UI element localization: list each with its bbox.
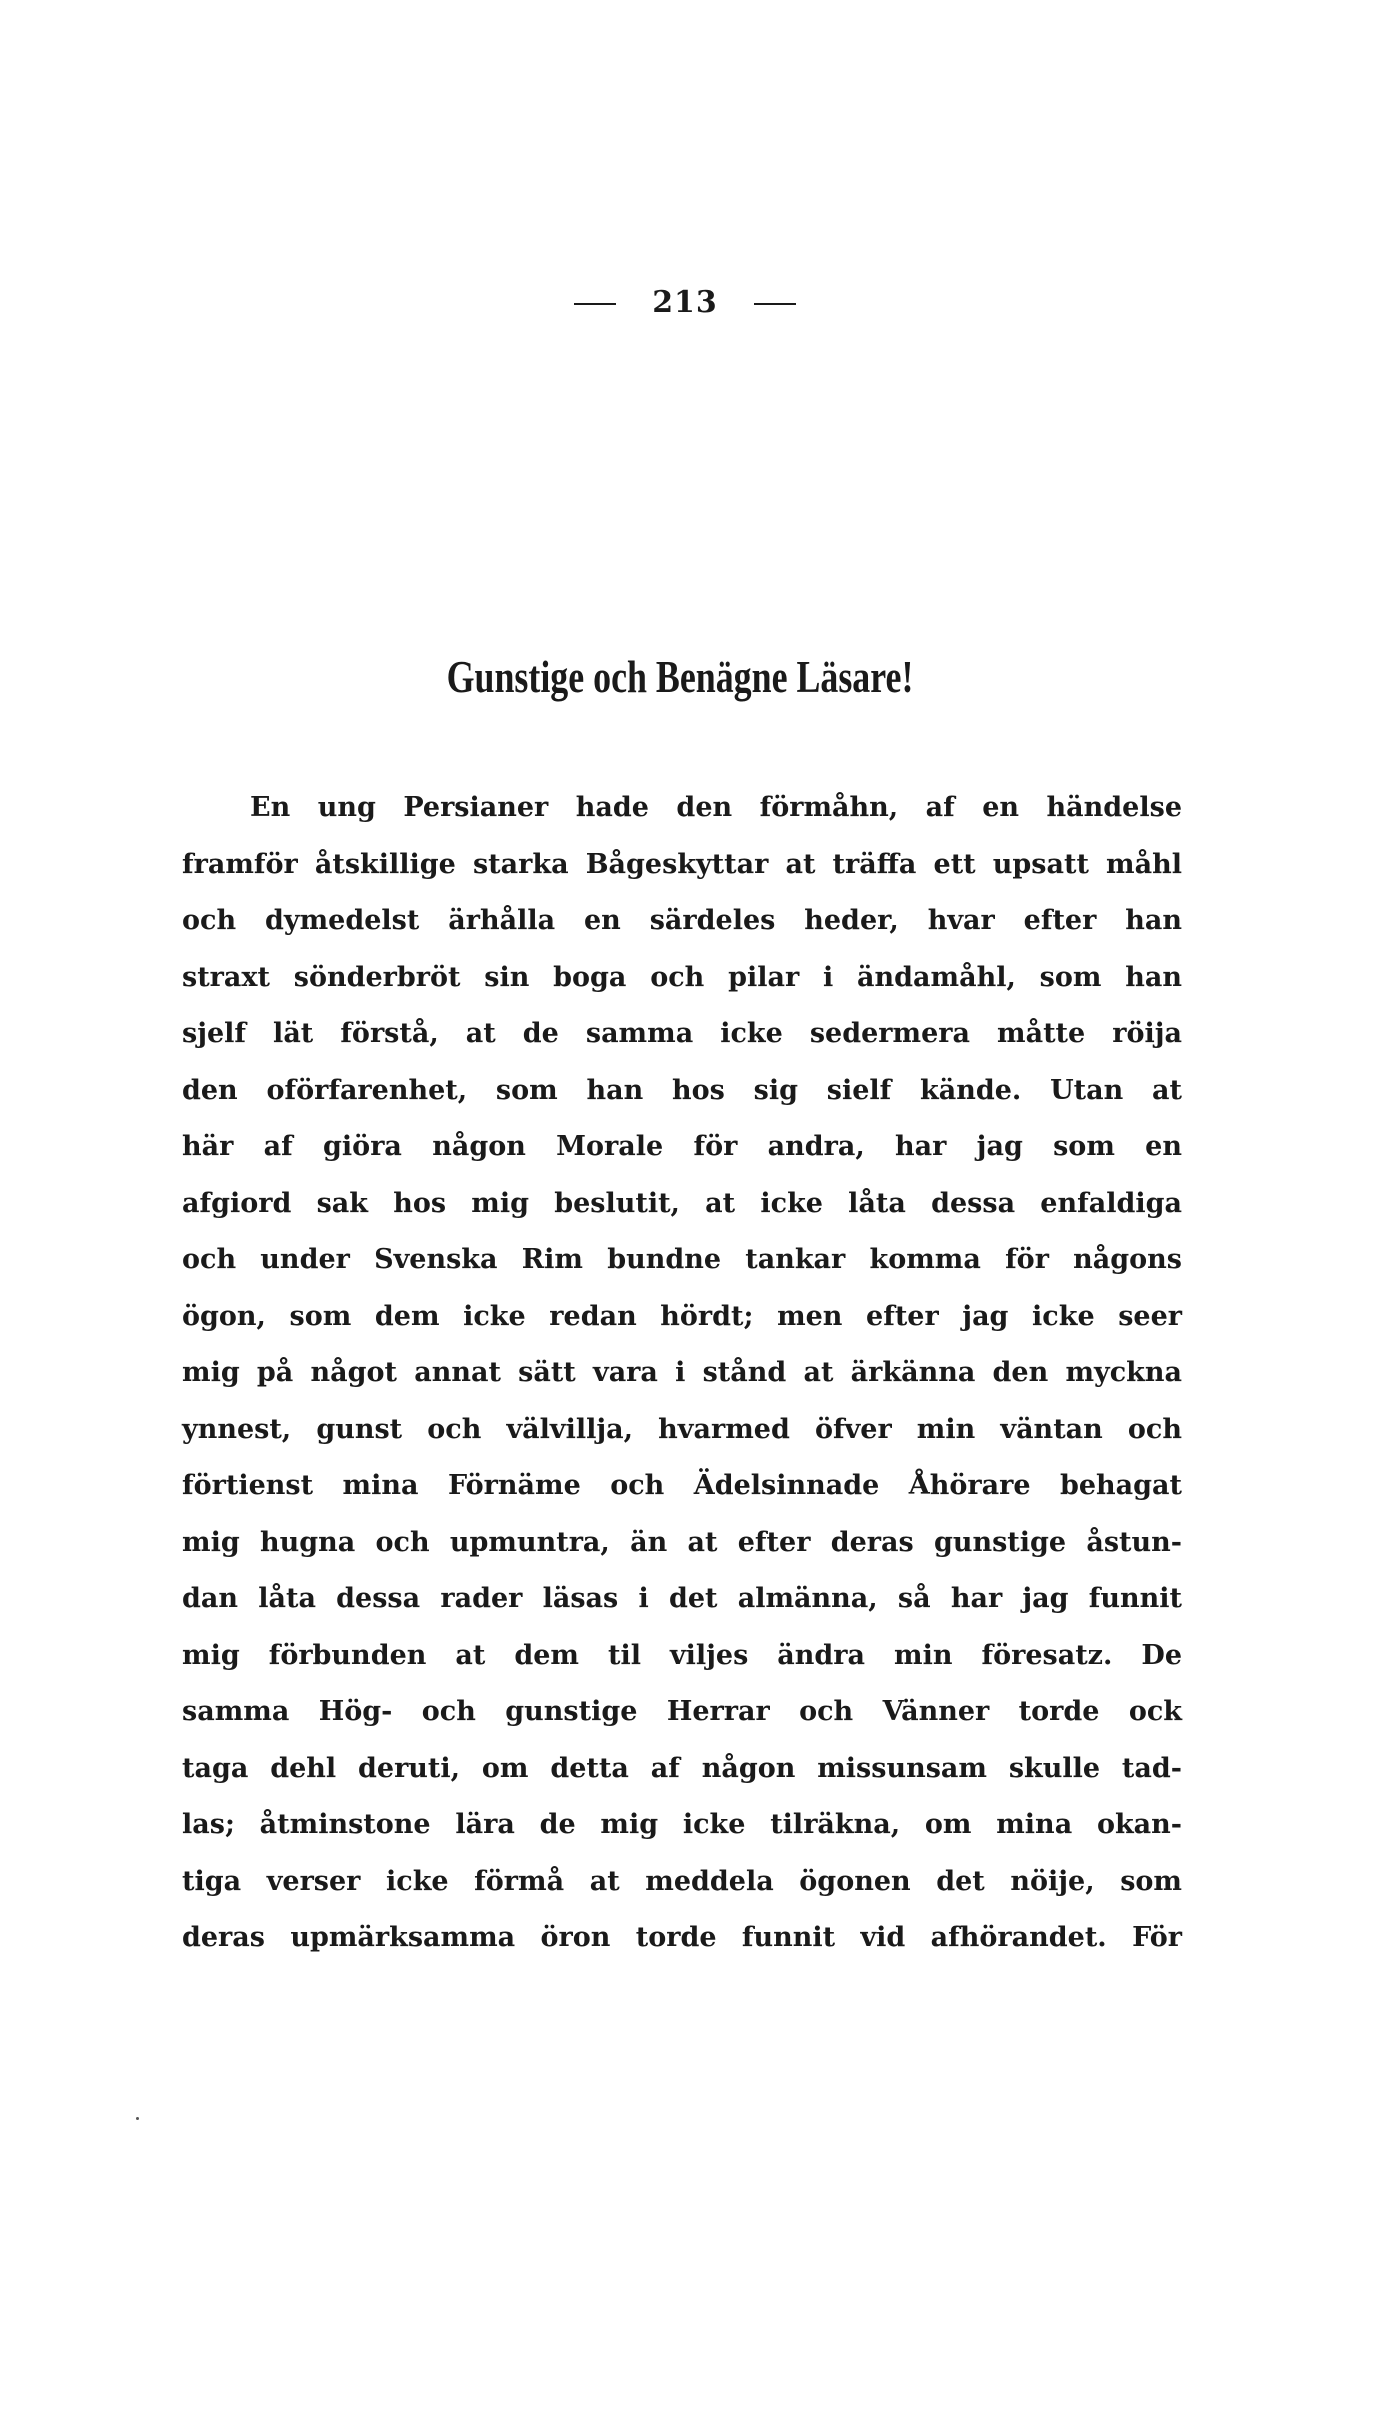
left-dash xyxy=(574,303,616,305)
text-line: straxt sönderbröt sin boga och pilar i ändamåhl, som han xyxy=(182,961,1182,993)
text-line: mig hugna och upmuntra, än at efter deras gunstige åstun- xyxy=(182,1526,1182,1558)
stray-mark xyxy=(136,2117,139,2120)
text-line: afgiord sak hos mig beslutit, at icke låta dessa enfaldiga xyxy=(182,1187,1182,1219)
text-line: samma Hög- och gunstige Herrar och Vänner torde ock xyxy=(182,1696,1182,1727)
text-line: mig förbunden at dem til viljes ändra min föresatz. De xyxy=(182,1639,1182,1671)
right-dash xyxy=(754,303,796,305)
page-number: 213 xyxy=(652,285,718,320)
text-line: framför åtskillige starka Bågeskyttar at träffa ett upsatt måhl xyxy=(182,848,1182,880)
text-line: och dymedelst ärhålla en särdeles heder, hvar efter han xyxy=(182,905,1182,936)
text-line: mig på något annat sätt vara i stånd at ärkänna den myckna xyxy=(182,1357,1182,1388)
text-line: den oförfarenhet, som han hos sig sielf kände. Utan at xyxy=(182,1074,1182,1106)
text-line: las; åtminstone lära de mig icke tilräkna, om mina okan- xyxy=(182,1809,1182,1840)
text-line: deras upmärksamma öron torde funnit vid afhörandet. För xyxy=(182,1922,1182,1953)
page-number-header xyxy=(0,285,1370,320)
text-line: dan låta dessa rader läsas i det almänna, så har jag funnit xyxy=(182,1583,1182,1614)
text-line: En ung Persianer hade den förmåhn, af en händelse xyxy=(250,792,1182,823)
heading: Gunstige och Benägne Läsare! xyxy=(446,651,914,702)
text-line: förtienst mina Förnäme och Ädelsinnade Åhörare behagat xyxy=(182,1470,1182,1501)
text-line: ögon, som dem icke redan hördt; men efter jag icke seer xyxy=(182,1300,1182,1332)
body-text xyxy=(182,780,1182,1967)
text-line: sjelf lät förstå, at de samma icke sedermera måtte röija xyxy=(182,1018,1182,1049)
text-line: och under Svenska Rim bundne tankar komma för någons xyxy=(182,1244,1182,1275)
text-line: taga dehl deruti, om detta af någon missunsam skulle tad- xyxy=(182,1752,1182,1784)
text-line: tiga verser icke förmå at meddela ögonen det nöije, som xyxy=(182,1865,1182,1897)
text-line: ynnest, gunst och välvillja, hvarmed öfver min väntan och xyxy=(182,1413,1182,1445)
text-line: här af giöra någon Morale för andra, har jag som en xyxy=(182,1131,1182,1162)
